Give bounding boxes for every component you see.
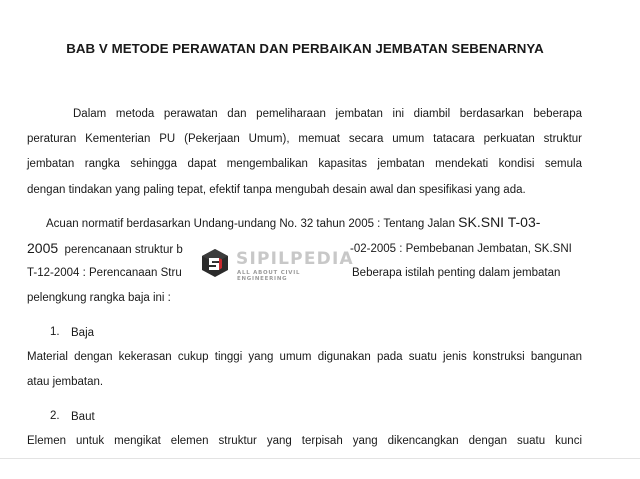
list-item-number: 2.: [50, 410, 60, 422]
sipilpedia-logo-icon: [200, 248, 230, 278]
paragraph-2-line-1-standard: SK.SNI T-03-: [458, 214, 541, 230]
list-item-definition-line-2: atau jembatan.: [27, 376, 104, 388]
paragraph-2-line-1-text: Acuan normatif berdasarkan Undang-undang No. 32 tahun 2005 : Tentang Jalan: [46, 218, 455, 230]
paragraph-2-line-3-right: Beberapa istilah penting dalam jembatan: [352, 267, 561, 279]
paragraph-2-line-2-right: -02-2005 : Pembebanan Jembatan, SK.SNI: [350, 243, 572, 255]
chapter-title: BAB V METODE PERAWATAN DAN PERBAIKAN JEMBATAN SEBENARNYA: [66, 41, 544, 56]
watermark-brand-name: SIPILPEDIA: [236, 249, 354, 269]
paragraph-1-line-3: jembatan rangka sehingga dapat mengembalikan kapasitas jembatan mendekati kondisi semula: [27, 158, 582, 170]
list-item-number: 1.: [50, 326, 60, 338]
paragraph-2-line-1: [46, 215, 540, 231]
list-item-definition-line-1: Elemen untuk mengikat elemen struktur yang terpisah yang dikencangkan dengan suatu kunci: [27, 435, 582, 447]
paragraph-1-line-2: peraturan Kementerian PU (Pekerjaan Umum), memuat secara umum tatacara perkuatan struktur: [27, 133, 582, 145]
list-item-term-baja: Baja: [71, 327, 95, 339]
sipilpedia-watermark: [196, 244, 354, 282]
list-item-term-baut: Baut: [71, 411, 95, 423]
list-item-definition-line-1: Material dengan kekerasan cukup tinggi yang umum digunakan pada suatu jenis konstruksi bangunan: [27, 351, 582, 363]
paragraph-2-line-3-left: T-12-2004 : Perencanaan Stru: [27, 267, 182, 279]
paragraph-2-line-2-year: 2005: [27, 240, 59, 256]
paragraph-1-line-4: dengan tindakan yang paling tepat, efektif tanpa mengubah desain awal dan spesifikasi yang ada.: [27, 184, 526, 196]
page-bottom-divider: [0, 458, 640, 459]
paragraph-2-line-2-left: [27, 241, 183, 257]
paragraph-2-line-4: pelengkung rangka baja ini :: [27, 292, 171, 304]
paragraph-2-line-2-text: perencanaan struktur b: [64, 244, 183, 256]
paragraph-1-line-1: Dalam metoda perawatan dan pemeliharaan jembatan ini diambil berdasarkan beberapa: [73, 108, 582, 120]
watermark-tagline: ALL ABOUT CIVIL ENGINEERING: [237, 270, 301, 282]
